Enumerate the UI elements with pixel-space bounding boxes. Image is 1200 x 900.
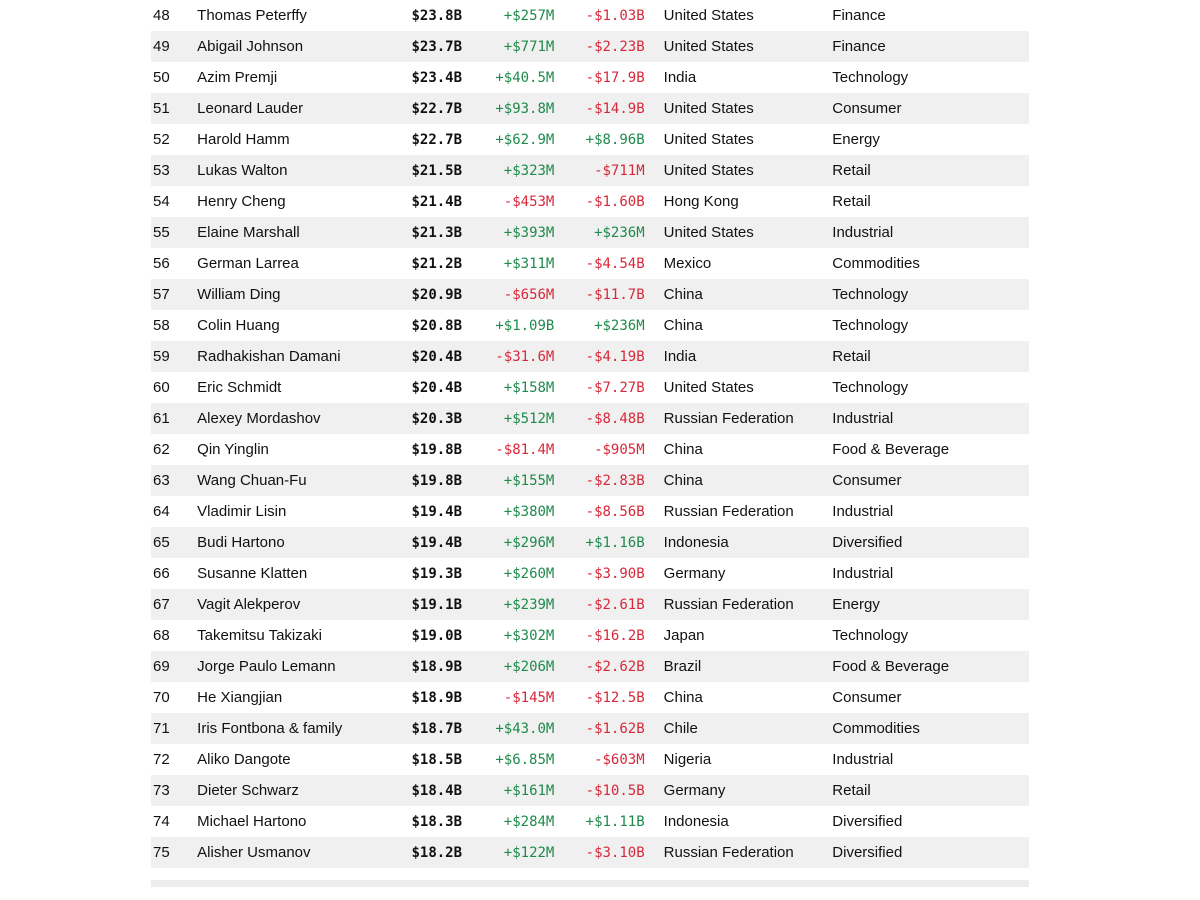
country-cell: Germany (663, 565, 726, 582)
ytd-change-cell: -$603M (594, 751, 645, 768)
name-cell[interactable]: Eric Schmidt (197, 379, 282, 396)
ytd-change-cell: +$1.11B (585, 813, 645, 830)
rank-cell: 72 (153, 751, 170, 768)
industry-cell: Industrial (832, 410, 894, 427)
industry-cell: Commodities (832, 720, 920, 737)
country-cell: China (663, 317, 703, 334)
name-cell[interactable]: Elaine Marshall (197, 224, 300, 241)
net-worth-cell: $22.7B (411, 131, 463, 148)
rank-cell: 56 (153, 255, 170, 272)
net-worth-cell: $18.2B (411, 844, 463, 861)
ytd-change-cell: -$7.27B (585, 379, 645, 396)
last-change-cell: +$302M (503, 627, 555, 644)
table-row[interactable] (151, 434, 1029, 465)
rank-cell: 60 (153, 379, 170, 396)
country-cell: United States (663, 131, 754, 148)
table-row[interactable] (151, 279, 1029, 310)
ytd-change-cell: -$4.54B (585, 255, 645, 272)
ytd-change-cell: +$236M (594, 224, 645, 241)
ytd-change-cell: -$3.10B (585, 844, 645, 861)
table-row[interactable] (151, 806, 1029, 837)
industry-cell: Industrial (832, 565, 894, 582)
last-change-cell: +$512M (503, 410, 555, 427)
ytd-change-cell: -$11.7B (585, 286, 645, 303)
industry-cell: Industrial (832, 224, 894, 241)
table-row[interactable] (151, 372, 1029, 403)
country-cell: United States (663, 38, 754, 55)
country-cell: United States (663, 224, 754, 241)
net-worth-cell: $23.7B (411, 38, 463, 55)
table-body (151, 0, 1029, 868)
ytd-change-cell: -$1.62B (585, 720, 645, 737)
name-cell[interactable]: Colin Huang (197, 317, 280, 334)
name-cell[interactable]: Wang Chuan-Fu (197, 472, 307, 489)
table-row[interactable] (151, 837, 1029, 868)
net-worth-cell: $21.5B (411, 162, 463, 179)
industry-cell: Consumer (832, 472, 902, 489)
industry-cell: Diversified (832, 844, 903, 861)
name-cell[interactable]: Aliko Dangote (197, 751, 291, 768)
ytd-change-cell: -$12.5B (585, 689, 645, 706)
rank-cell: 48 (153, 7, 170, 24)
industry-cell: Diversified (832, 534, 903, 551)
table-row[interactable] (151, 713, 1029, 744)
name-cell[interactable]: Henry Cheng (197, 193, 286, 210)
net-worth-cell: $18.5B (411, 751, 463, 768)
industry-cell: Technology (832, 627, 909, 644)
rank-cell: 65 (153, 534, 170, 551)
ytd-change-cell: -$8.56B (585, 503, 645, 520)
rank-cell: 61 (153, 410, 170, 427)
table-row[interactable] (151, 31, 1029, 62)
industry-cell: Technology (832, 286, 909, 303)
ytd-change-cell: -$2.61B (585, 596, 645, 613)
industry-cell: Consumer (832, 689, 902, 706)
table-row[interactable] (151, 558, 1029, 589)
country-cell: Russian Federation (663, 844, 794, 861)
table-row[interactable] (151, 465, 1029, 496)
billionaires-table (151, 0, 1029, 868)
industry-cell: Finance (832, 7, 886, 24)
industry-cell: Technology (832, 69, 909, 86)
country-cell: United States (663, 7, 754, 24)
industry-cell: Energy (832, 131, 880, 148)
ytd-change-cell: +$1.16B (585, 534, 645, 551)
last-change-cell: -$145M (503, 689, 555, 706)
name-cell[interactable]: Susanne Klatten (197, 565, 308, 582)
country-cell: China (663, 472, 703, 489)
rank-cell: 73 (153, 782, 170, 799)
net-worth-cell: $21.3B (411, 224, 463, 241)
ytd-change-cell: -$711M (594, 162, 645, 179)
rank-cell: 64 (153, 503, 170, 520)
ytd-change-cell: -$4.19B (585, 348, 645, 365)
country-cell: India (663, 69, 697, 86)
name-cell[interactable]: German Larrea (197, 255, 299, 272)
name-cell[interactable]: He Xiangjian (197, 689, 283, 706)
name-cell[interactable]: Dieter Schwarz (197, 782, 299, 799)
last-change-cell: +$6.85M (495, 751, 555, 768)
country-cell: Germany (663, 782, 726, 799)
table-row[interactable] (151, 186, 1029, 217)
industry-cell: Technology (832, 317, 909, 334)
net-worth-cell: $23.4B (411, 69, 463, 86)
country-cell: United States (663, 162, 754, 179)
industry-cell: Industrial (832, 751, 894, 768)
net-worth-cell: $20.9B (411, 286, 463, 303)
industry-cell: Finance (832, 38, 886, 55)
industry-cell: Food & Beverage (832, 441, 950, 458)
table-row[interactable] (151, 248, 1029, 279)
net-worth-cell: $19.3B (411, 565, 463, 582)
industry-cell: Commodities (832, 255, 920, 272)
country-cell: Russian Federation (663, 596, 794, 613)
last-change-cell: +$161M (503, 782, 555, 799)
name-cell[interactable]: Budi Hartono (197, 534, 285, 551)
rank-cell: 52 (153, 131, 170, 148)
industry-cell: Energy (832, 596, 880, 613)
industry-cell: Diversified (832, 813, 903, 830)
ytd-change-cell: +$236M (594, 317, 645, 334)
last-change-cell: +$206M (503, 658, 555, 675)
ytd-change-cell: -$3.90B (585, 565, 645, 582)
rank-cell: 71 (153, 720, 170, 737)
table-row[interactable] (151, 589, 1029, 620)
net-worth-cell: $19.4B (411, 534, 463, 551)
country-cell: United States (663, 100, 754, 117)
industry-cell: Retail (832, 162, 871, 179)
last-change-cell: +$323M (503, 162, 555, 179)
rank-cell: 59 (153, 348, 170, 365)
ytd-change-cell: -$14.9B (585, 100, 645, 117)
name-cell[interactable]: Vladimir Lisin (197, 503, 287, 520)
name-cell[interactable]: Lukas Walton (197, 162, 288, 179)
rank-cell: 53 (153, 162, 170, 179)
country-cell: United States (663, 379, 754, 396)
net-worth-cell: $18.7B (411, 720, 463, 737)
industry-cell: Retail (832, 193, 871, 210)
rank-cell: 66 (153, 565, 170, 582)
name-cell[interactable]: Harold Hamm (197, 131, 290, 148)
net-worth-cell: $21.4B (411, 193, 463, 210)
table-bottom-divider (151, 880, 1029, 887)
last-change-cell: +$393M (503, 224, 555, 241)
table-row[interactable] (151, 496, 1029, 527)
net-worth-cell: $20.8B (411, 317, 463, 334)
country-cell: Brazil (663, 658, 702, 675)
rank-cell: 69 (153, 658, 170, 675)
name-cell[interactable]: Alisher Usmanov (197, 844, 311, 861)
country-cell: Indonesia (663, 534, 729, 551)
ytd-change-cell: -$2.83B (585, 472, 645, 489)
table-row[interactable] (151, 0, 1029, 31)
net-worth-cell: $19.8B (411, 472, 463, 489)
last-change-cell: +$62.9M (495, 131, 555, 148)
ytd-change-cell: -$2.23B (585, 38, 645, 55)
rank-cell: 51 (153, 100, 170, 117)
net-worth-cell: $20.4B (411, 379, 463, 396)
last-change-cell: +$43.0M (495, 720, 555, 737)
last-change-cell: +$155M (503, 472, 555, 489)
name-cell[interactable]: Leonard Lauder (197, 100, 304, 117)
name-cell[interactable]: Takemitsu Takizaki (197, 627, 322, 644)
table-row[interactable] (151, 744, 1029, 775)
country-cell: Chile (663, 720, 698, 737)
rank-cell: 67 (153, 596, 170, 613)
last-change-cell: +$93.8M (495, 100, 555, 117)
net-worth-cell: $21.2B (411, 255, 463, 272)
table-row[interactable] (151, 775, 1029, 806)
last-change-cell: +$1.09B (495, 317, 555, 334)
rank-cell: 62 (153, 441, 170, 458)
ytd-change-cell: -$1.60B (585, 193, 645, 210)
table-row[interactable] (151, 682, 1029, 713)
name-cell[interactable]: Abigail Johnson (197, 38, 304, 55)
ytd-change-cell: -$8.48B (585, 410, 645, 427)
last-change-cell: +$771M (503, 38, 555, 55)
last-change-cell: -$656M (503, 286, 555, 303)
last-change-cell: +$257M (503, 7, 555, 24)
ytd-change-cell: -$17.9B (585, 69, 645, 86)
net-worth-cell: $18.3B (411, 813, 463, 830)
ytd-change-cell: -$2.62B (585, 658, 645, 675)
net-worth-cell: $22.7B (411, 100, 463, 117)
net-worth-cell: $18.9B (411, 689, 463, 706)
rank-cell: 74 (153, 813, 170, 830)
last-change-cell: -$81.4M (495, 441, 555, 458)
ytd-change-cell: -$905M (594, 441, 645, 458)
country-cell: China (663, 441, 703, 458)
name-cell[interactable]: Radhakishan Damani (197, 348, 341, 365)
table-row[interactable] (151, 62, 1029, 93)
rank-cell: 75 (153, 844, 170, 861)
country-cell: Mexico (663, 255, 712, 272)
country-cell: China (663, 689, 703, 706)
table-row[interactable] (151, 527, 1029, 558)
last-change-cell: -$453M (503, 193, 555, 210)
rank-cell: 63 (153, 472, 170, 489)
name-cell[interactable]: Iris Fontbona & family (197, 720, 343, 737)
net-worth-cell: $19.8B (411, 441, 463, 458)
table-row[interactable] (151, 93, 1029, 124)
industry-cell: Technology (832, 379, 909, 396)
country-cell: Japan (663, 627, 705, 644)
name-cell[interactable]: Alexey Mordashov (197, 410, 321, 427)
country-cell: Indonesia (663, 813, 729, 830)
rank-cell: 58 (153, 317, 170, 334)
rank-cell: 55 (153, 224, 170, 241)
country-cell: Nigeria (663, 751, 712, 768)
net-worth-cell: $19.1B (411, 596, 463, 613)
industry-cell: Retail (832, 348, 871, 365)
net-worth-cell: $18.9B (411, 658, 463, 675)
name-cell[interactable]: Jorge Paulo Lemann (197, 658, 336, 675)
net-worth-cell: $19.4B (411, 503, 463, 520)
last-change-cell: +$122M (503, 844, 555, 861)
table-row[interactable] (151, 155, 1029, 186)
name-cell[interactable]: Michael Hartono (197, 813, 307, 830)
rank-cell: 57 (153, 286, 170, 303)
last-change-cell: +$158M (503, 379, 555, 396)
industry-cell: Consumer (832, 100, 902, 117)
last-change-cell: +$380M (503, 503, 555, 520)
net-worth-cell: $20.3B (411, 410, 463, 427)
net-worth-cell: $18.4B (411, 782, 463, 799)
ytd-change-cell: -$1.03B (585, 7, 645, 24)
name-cell[interactable]: William Ding (197, 286, 281, 303)
table-row[interactable] (151, 217, 1029, 248)
table-row[interactable] (151, 341, 1029, 372)
table-row[interactable] (151, 651, 1029, 682)
last-change-cell: +$260M (503, 565, 555, 582)
table-row[interactable] (151, 620, 1029, 651)
last-change-cell: +$239M (503, 596, 555, 613)
country-cell: Hong Kong (663, 193, 739, 210)
industry-cell: Food & Beverage (832, 658, 950, 675)
net-worth-cell: $20.4B (411, 348, 463, 365)
table-row[interactable] (151, 310, 1029, 341)
name-cell[interactable]: Qin Yinglin (197, 441, 269, 458)
last-change-cell: +$296M (503, 534, 555, 551)
industry-cell: Retail (832, 782, 871, 799)
rank-cell: 70 (153, 689, 170, 706)
last-change-cell: +$284M (503, 813, 555, 830)
last-change-cell: +$40.5M (495, 69, 555, 86)
industry-cell: Industrial (832, 503, 894, 520)
rank-cell: 68 (153, 627, 170, 644)
name-cell[interactable]: Vagit Alekperov (197, 596, 301, 613)
country-cell: Russian Federation (663, 410, 794, 427)
table-row[interactable] (151, 124, 1029, 155)
last-change-cell: -$31.6M (495, 348, 555, 365)
table-row[interactable] (151, 403, 1029, 434)
name-cell[interactable]: Azim Premji (197, 69, 278, 86)
rank-cell: 50 (153, 69, 170, 86)
net-worth-cell: $23.8B (411, 7, 463, 24)
rank-cell: 49 (153, 38, 170, 55)
ytd-change-cell: +$8.96B (585, 131, 645, 148)
rank-cell: 54 (153, 193, 170, 210)
country-cell: Russian Federation (663, 503, 794, 520)
name-cell[interactable]: Thomas Peterffy (197, 7, 307, 24)
net-worth-cell: $19.0B (411, 627, 463, 644)
last-change-cell: +$311M (503, 255, 555, 272)
ytd-change-cell: -$16.2B (585, 627, 645, 644)
ytd-change-cell: -$10.5B (585, 782, 645, 799)
country-cell: China (663, 286, 703, 303)
country-cell: India (663, 348, 697, 365)
